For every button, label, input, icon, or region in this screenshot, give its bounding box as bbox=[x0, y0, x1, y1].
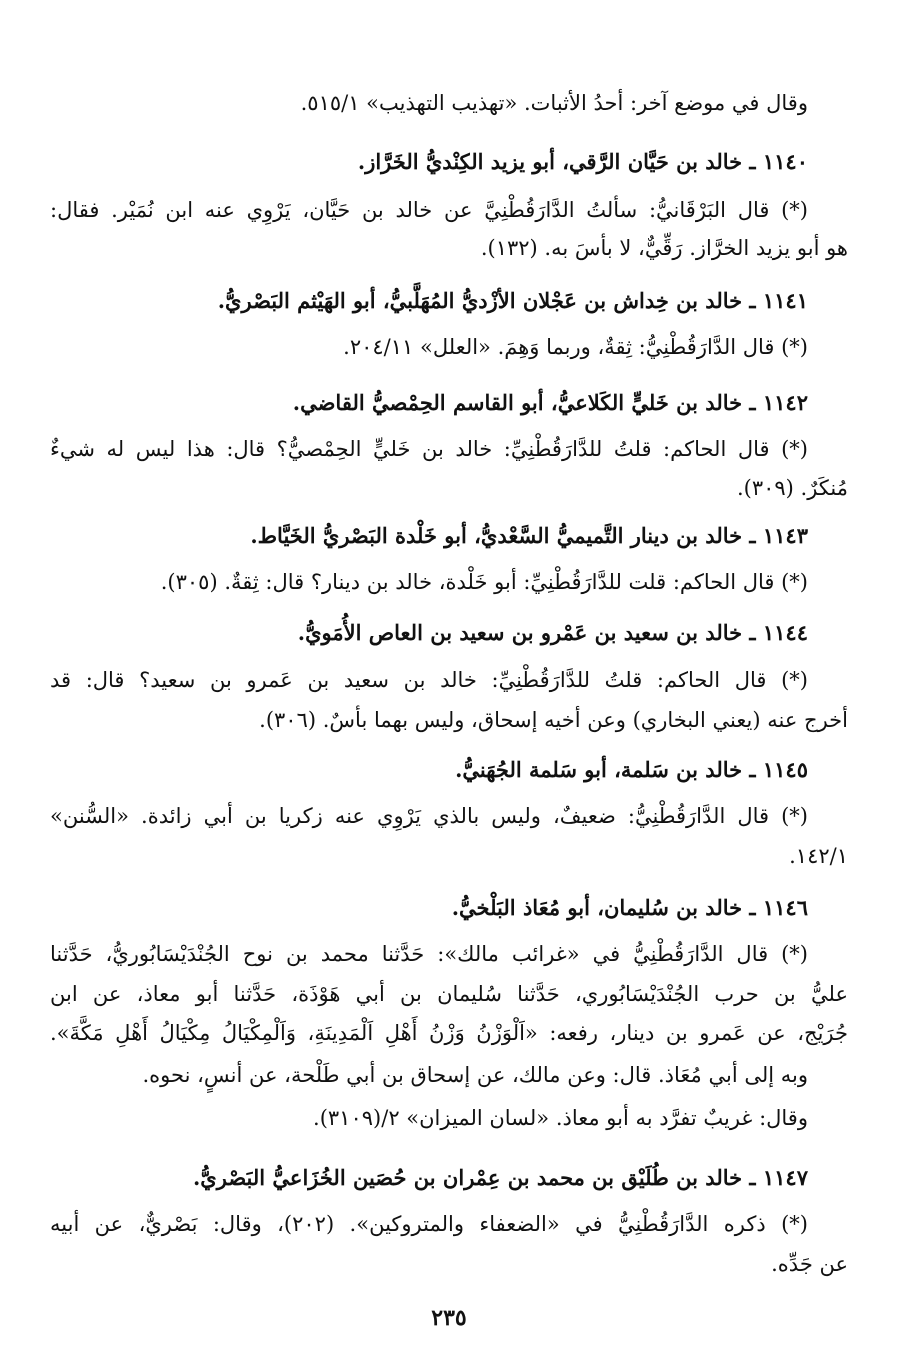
text-line: مُنكَرٌ. (٣٠٩). bbox=[736, 476, 848, 500]
entry-heading-1143: ١١٤٣ ـ خالد بن دينار التَّميميُّ السَّعْديُّ، أبو خَلْدة البَصْريُّ الخَيَّاط. bbox=[250, 523, 808, 548]
text-line: (*) قال البَرْقَانيُّ: سألتُ الدَّارَقُطْنِيَّ عن خالد بن حَيَّان، يَرْوِي عنه ابن نُمَيْر. فقال: bbox=[50, 198, 808, 222]
entry-heading-1140: ١١٤٠ ـ خالد بن حَيَّان الرَّقي، أبو يزيد الكِنْديُّ الخَرَّاز. bbox=[357, 149, 808, 174]
entry-heading-1145: ١١٤٥ ـ خالد بن سَلمة، أبو سَلمة الجُهَنيُّ. bbox=[455, 757, 808, 782]
text-line: أخرج عنه (يعني البخاري) وعن أخيه إسحاق، وليس بهما بأسٌ. (٣٠٦). bbox=[259, 708, 848, 732]
text-line: (*) قال الحاكم: قلتُ للدَّارَقُطْنِيِّ: خالد بن خَليٍّ الحِمْصيُّ؟ قال: هذا ليس له شيءٌ bbox=[50, 437, 808, 461]
text-line: (*) قال الدَّارَقُطْنِيُّ: ثِقةٌ، وربما وَهِمَ. «العلل» ٢٠٤/١١. bbox=[343, 335, 808, 359]
text-line: عن جَدِّه. bbox=[771, 1252, 848, 1276]
entry-heading-1142: ١١٤٢ ـ خالد بن خَليٍّ الكَلاعيُّ، أبو القاسم الحِمْصيُّ القاضي. bbox=[292, 390, 808, 415]
text-line: وقال: غريبٌ تفرَّد به أبو معاذ. «لسان الميزان» ٢/(٣١٠٩). bbox=[313, 1106, 808, 1130]
entry-heading-1141: ١١٤١ ـ خالد بن خِداش بن عَجْلان الأزْديُّ المُهَلَّبيُّ، أبو الهَيْثم البَصْريُّ. bbox=[217, 288, 808, 313]
text-line: (*) قال الدَّارَقُطْنِيُّ: ضعيفٌ، وليس بالذي يَرْوِي عنه زكريا بن أبي زائدة. «السُّنن» bbox=[50, 804, 808, 828]
text-line: (*) قال الحاكم: قلتُ للدَّارَقُطْنِيِّ: خالد بن سعيد بن عَمرو بن سعيد؟ قال: قد bbox=[50, 668, 808, 692]
entry-heading-1147: ١١٤٧ ـ خالد بن طُلَيْق بن محمد بن عِمْران بن حُصَين الخُزَاعيُّ البَصْريُّ. bbox=[192, 1165, 808, 1190]
text-line: وقال في موضع آخر: أحدُ الأثبات. «تهذيب التهذيب» ٥١٥/١. bbox=[300, 91, 808, 115]
entry-heading-1146: ١١٤٦ ـ خالد بن سُليمان، أبو مُعَاذ البَلْخيُّ. bbox=[451, 895, 808, 920]
text-line: جُرَيْج، عن عَمرو بن دينار، رفعه: «اَلْوَزْنُ وَزْنُ أَهْلِ اَلْمَدِينَةِ، وَاَلْمِكْيَالُ مِكْيَالُ أَهْلِ مَكَّةَ». bbox=[50, 1021, 848, 1045]
page-number: ٢٣٥ bbox=[431, 1305, 467, 1331]
entry-heading-1144: ١١٤٤ ـ خالد بن سعيد بن عَمْرو بن سعيد بن العاص الأُمَويُّ. bbox=[297, 620, 808, 645]
text-line: هو أبو يزيد الخرَّاز. رَقِّيٌّ، لا بأسَ به. (١٣٢). bbox=[480, 236, 848, 260]
text-line: (*) قال الدَّارَقُطْنِيُّ في «غرائب مالك»: حَدَّثنا محمد بن نوح الجُنْدَيْسَابُوريُّ، حَدَّثنا bbox=[50, 942, 808, 966]
text-line: ١٤٢/١. bbox=[789, 844, 848, 868]
text-line: (*) قال الحاكم: قلت للدَّارَقُطْنِيِّ: أبو خَلْدة، خالد بن دينار؟ قال: ثِقةٌ. (٣٠٥). bbox=[160, 570, 808, 594]
text-line: (*) ذكره الدَّارَقُطْنِيُّ في «الضعفاء والمتروكين». (٢٠٢)، وقال: بَصْريٌّ، عن أبيه bbox=[50, 1212, 808, 1236]
text-line: عليُّ بن حرب الجُنْدَيْسَابُوري، حَدَّثنا سُليمان بن أبي هَوْذَة، حَدَّثنا أبو معاذ، عن ابن bbox=[50, 982, 848, 1006]
text-line: وبه إلى أبي مُعَاذ. قال: وعن مالك، عن إسحاق بن أبي طَلْحة، عن أنسٍ، نحوه. bbox=[142, 1063, 808, 1087]
